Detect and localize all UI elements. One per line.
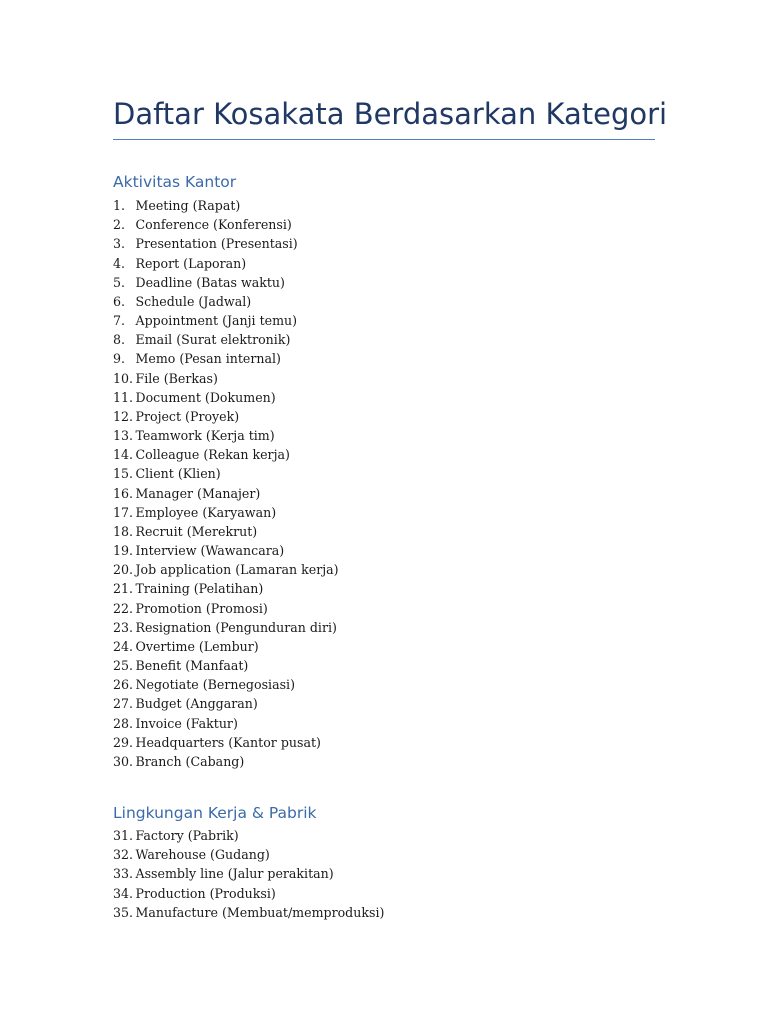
list-item-text: Training (Pelatihan) xyxy=(135,581,264,597)
list-item-number: 30. xyxy=(113,753,134,769)
list-item-text: Deadline (Batas waktu) xyxy=(135,274,285,290)
list-item-text: Teamwork (Kerja tim) xyxy=(135,428,275,444)
list-item xyxy=(113,254,339,273)
list-item-number: 20. xyxy=(113,562,134,578)
list-item-text: Job application (Lamaran kerja) xyxy=(135,562,339,578)
list-item-number: 34. xyxy=(113,885,134,901)
list-item-text: Recruit (Merekrut) xyxy=(135,523,258,539)
list-item-text: Project (Proyek) xyxy=(135,408,240,424)
list-item xyxy=(113,484,339,503)
list-item xyxy=(113,445,339,464)
list-item-text: Manager (Manajer) xyxy=(135,485,261,501)
list-item-number: 14. xyxy=(113,447,134,463)
list-item-text: Headquarters (Kantor pusat) xyxy=(135,734,321,750)
list-item-text: Negotiate (Bernegosiasi) xyxy=(135,677,295,693)
list-item-number: 24. xyxy=(113,638,134,654)
list-item-number: 10. xyxy=(113,370,134,386)
list-item-text: Report (Laporan) xyxy=(135,255,247,271)
list-item-number: 21. xyxy=(113,581,134,597)
list-item-number: 19. xyxy=(113,543,134,559)
list-item-text: Warehouse (Gudang) xyxy=(135,847,270,863)
vocabulary-list-aktivitas-kantor xyxy=(113,196,339,771)
list-item-number: 28. xyxy=(113,715,134,731)
list-item-text: File (Berkas) xyxy=(135,370,218,386)
list-item-text: Employee (Karyawan) xyxy=(135,504,277,520)
list-item-number: 5. xyxy=(113,274,126,290)
list-item xyxy=(113,903,384,922)
section-heading-aktivitas-kantor: Aktivitas Kantor xyxy=(113,173,237,191)
list-item-text: Production (Produksi) xyxy=(135,885,276,901)
title-underline xyxy=(113,139,655,140)
list-item-number: 25. xyxy=(113,658,134,674)
list-item-number: 32. xyxy=(113,847,134,863)
list-item xyxy=(113,694,339,713)
list-item-text: Invoice (Faktur) xyxy=(135,715,238,731)
list-item-text: Branch (Cabang) xyxy=(135,753,245,769)
list-item-text: Factory (Pabrik) xyxy=(135,828,239,843)
list-item-number: 13. xyxy=(113,428,134,444)
list-item-text: Client (Klien) xyxy=(135,466,221,482)
list-item xyxy=(113,714,339,733)
document-title: Daftar Kosakata Berdasarkan Kategori xyxy=(113,97,668,131)
list-item-text: Email (Surat elektronik) xyxy=(135,332,291,348)
list-item xyxy=(113,426,339,445)
list-item-text: Assembly line (Jalur perakitan) xyxy=(135,866,334,882)
list-item-number: 18. xyxy=(113,523,134,539)
list-item xyxy=(113,349,339,368)
list-item-text: Schedule (Jadwal) xyxy=(135,293,252,309)
list-item-number: 6. xyxy=(113,293,126,309)
list-item xyxy=(113,864,384,883)
list-item xyxy=(113,656,339,675)
list-item-number: 1. xyxy=(113,198,126,213)
list-item xyxy=(113,464,339,483)
list-item xyxy=(113,388,339,407)
list-item-text: Resignation (Pengunduran diri) xyxy=(135,619,337,635)
list-item-number: 7. xyxy=(113,313,126,329)
list-item xyxy=(113,330,339,349)
list-item xyxy=(113,311,339,330)
list-item xyxy=(113,618,339,637)
list-item-text: Budget (Anggaran) xyxy=(135,696,258,712)
list-item xyxy=(113,273,339,292)
list-item xyxy=(113,752,339,771)
list-item-number: 9. xyxy=(113,351,126,367)
list-item-number: 35. xyxy=(113,904,134,920)
list-item xyxy=(113,196,339,215)
list-item xyxy=(113,407,339,426)
list-item-text: Document (Dokumen) xyxy=(135,389,276,405)
list-item xyxy=(113,637,339,656)
list-item-number: 26. xyxy=(113,677,134,693)
list-item-number: 33. xyxy=(113,866,134,882)
list-item-text: Interview (Wawancara) xyxy=(135,543,285,559)
list-item-number: 29. xyxy=(113,734,134,750)
list-item-number: 17. xyxy=(113,504,134,520)
list-item-number: 2. xyxy=(113,217,126,233)
list-item xyxy=(113,541,339,560)
list-item-number: 23. xyxy=(113,619,134,635)
list-item xyxy=(113,826,384,845)
list-item xyxy=(113,599,339,618)
list-item xyxy=(113,733,339,752)
list-item-number: 11. xyxy=(113,389,134,405)
list-item-text: Conference (Konferensi) xyxy=(135,217,292,233)
list-item xyxy=(113,560,339,579)
list-item-text: Memo (Pesan internal) xyxy=(135,351,281,367)
list-item xyxy=(113,292,339,311)
list-item-text: Appointment (Janji temu) xyxy=(135,313,298,329)
section-heading-lingkungan-kerja-pabrik: Lingkungan Kerja & Pabrik xyxy=(113,804,317,822)
list-item-text: Meeting (Rapat) xyxy=(135,198,241,213)
list-item xyxy=(113,675,339,694)
vocabulary-list-lingkungan-kerja-pabrik xyxy=(113,826,384,922)
list-item-number: 22. xyxy=(113,600,134,616)
list-item-text: Presentation (Presentasi) xyxy=(135,236,298,252)
list-item xyxy=(113,522,339,541)
list-item-text: Colleague (Rekan kerja) xyxy=(135,447,290,463)
list-item xyxy=(113,579,339,598)
list-item-text: Manufacture (Membuat/memproduksi) xyxy=(135,904,385,920)
list-item xyxy=(113,845,384,864)
list-item xyxy=(113,215,339,234)
list-item-number: 27. xyxy=(113,696,134,712)
list-item-text: Promotion (Promosi) xyxy=(135,600,268,616)
list-item-number: 3. xyxy=(113,236,126,252)
list-item-number: 8. xyxy=(113,332,126,348)
list-item xyxy=(113,234,339,253)
list-item-number: 12. xyxy=(113,408,134,424)
list-item-number: 15. xyxy=(113,466,134,482)
list-item-number: 4. xyxy=(113,255,126,271)
list-item-number: 16. xyxy=(113,485,134,501)
list-item-text: Overtime (Lembur) xyxy=(135,638,259,654)
list-item xyxy=(113,884,384,903)
list-item-text: Benefit (Manfaat) xyxy=(135,658,249,674)
list-item xyxy=(113,369,339,388)
list-item-number: 31. xyxy=(113,828,134,843)
list-item xyxy=(113,503,339,522)
